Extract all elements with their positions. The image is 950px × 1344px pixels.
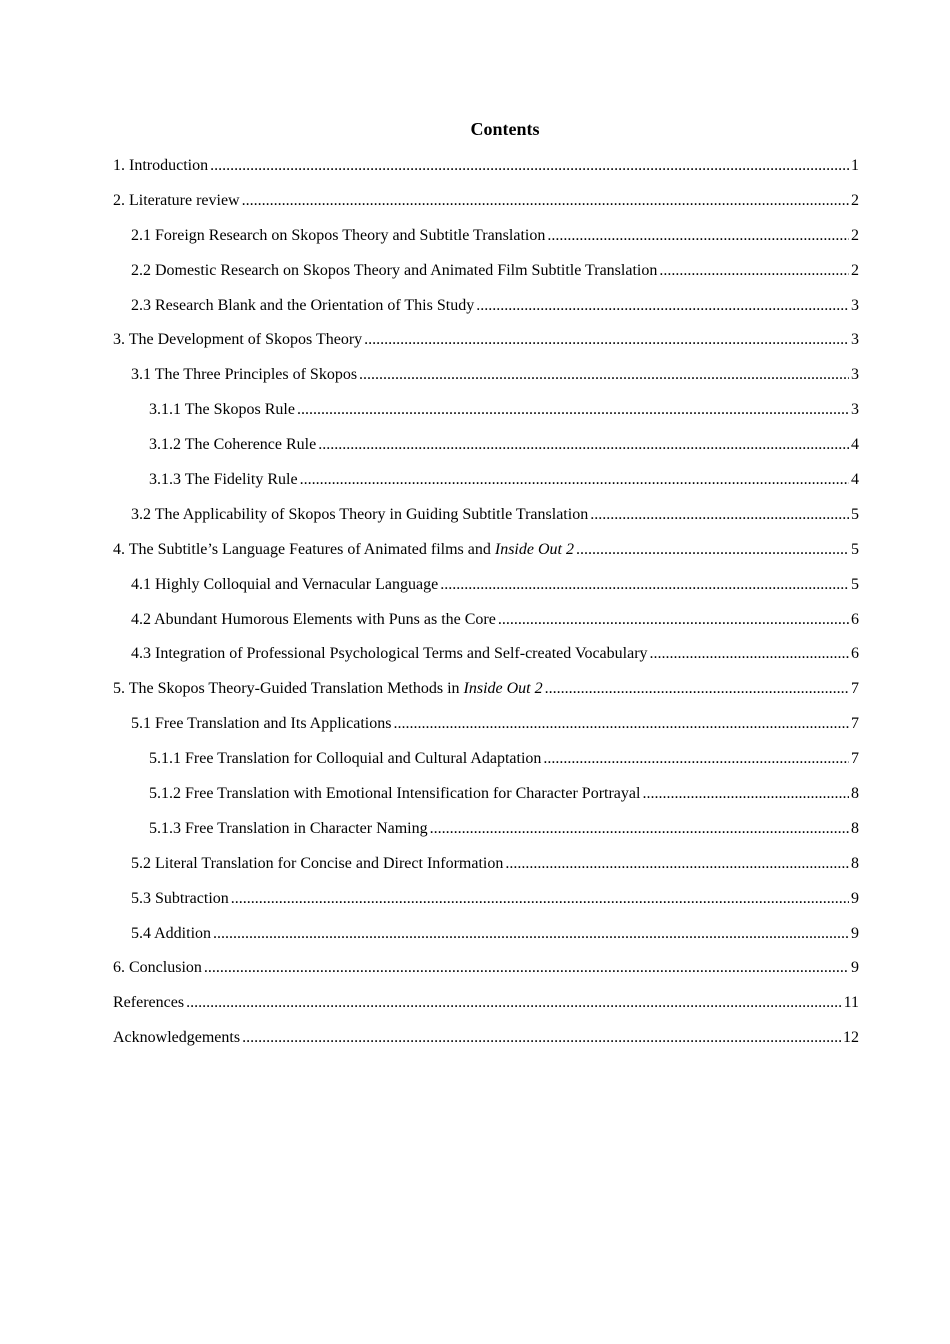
toc-entry-title (113, 992, 184, 1014)
toc-entry[interactable] (113, 853, 859, 888)
dot-leader (505, 853, 849, 875)
toc-entry-title (113, 957, 202, 979)
toc-entry-title (149, 748, 541, 770)
toc-title: Contents (470, 119, 540, 139)
dot-leader (364, 329, 849, 351)
dot-leader (576, 539, 849, 561)
dot-leader (300, 469, 849, 491)
toc-entry-title (131, 888, 229, 910)
toc-page-number: 3 (851, 401, 859, 419)
toc-page-number: 5 (851, 540, 859, 558)
toc-entry[interactable] (113, 748, 859, 783)
dot-leader (659, 260, 849, 282)
toc-entry-title-text: 5.1.1 Free Translation for Colloquial and Cultural Adaptation (149, 750, 542, 768)
toc-entry-title (131, 643, 648, 665)
toc-entry[interactable] (113, 574, 859, 609)
dot-leader (204, 957, 849, 979)
dot-leader (650, 643, 849, 665)
dot-leader (642, 783, 849, 805)
toc-entry-title (131, 923, 211, 945)
toc-page-number: 12 (843, 1029, 859, 1047)
dot-leader (359, 364, 849, 386)
dot-leader (498, 609, 849, 631)
toc-entry-title (131, 713, 391, 735)
toc-entry-title (149, 469, 298, 491)
toc-page-number: 5 (851, 575, 859, 593)
toc-page-number: 4 (851, 471, 859, 489)
toc-entry[interactable] (113, 539, 859, 574)
dot-leader (210, 155, 849, 177)
toc-page-number: 1 (851, 157, 859, 174)
toc-entry[interactable] (113, 399, 859, 434)
toc-page-number: 9 (851, 959, 859, 977)
toc-entry-title-text: 4.3 Integration of Professional Psychological Terms and Self-created Vocabulary (131, 645, 648, 663)
toc-entry-title (149, 783, 640, 805)
toc-entry-title-text: 1. Introduction (113, 157, 209, 174)
toc-entry-title (131, 853, 503, 875)
toc-entry[interactable] (113, 295, 859, 330)
toc-page-number: 4 (851, 436, 859, 454)
toc-page-number: 7 (851, 750, 859, 768)
toc-entry[interactable] (113, 818, 859, 853)
toc-entry-title-text: Acknowledgements (113, 1029, 241, 1047)
dot-leader (393, 713, 849, 735)
toc-entry-title-text: 5. The Skopos Theory-Guided Translation Methods in (113, 680, 464, 698)
toc-entry-title-text: 2.2 Domestic Research on Skopos Theory and Animated Film Subtitle Translation (131, 261, 658, 279)
toc-entry-title (131, 574, 438, 596)
dot-leader (242, 190, 849, 212)
toc-entry[interactable] (113, 190, 859, 225)
toc-entry-title (131, 225, 545, 247)
toc-entry-title (113, 329, 362, 351)
toc-entry[interactable] (113, 469, 859, 504)
toc-page-number: 9 (851, 889, 859, 907)
toc-entry-title-text: 5.2 Literal Translation for Concise and Direct Information (131, 854, 504, 872)
toc-page-number: 5 (851, 505, 859, 523)
dot-leader (543, 748, 849, 770)
toc-entry-title (131, 504, 588, 526)
toc-page-number: 7 (851, 715, 859, 733)
toc-page-number: 8 (851, 785, 859, 803)
toc-entry-title-text: 2.1 Foreign Research on Skopos Theory and Subtitle Translation (131, 226, 546, 244)
dot-leader (242, 1027, 841, 1049)
toc-entry[interactable] (113, 155, 859, 190)
toc-entry-title-text: 3.1.2 The Coherence Rule (149, 436, 317, 454)
toc-page-number: 3 (851, 366, 859, 384)
toc-page-number: 6 (851, 610, 859, 628)
dot-leader (213, 923, 849, 945)
toc-entry-title (131, 364, 357, 386)
toc-page-number: 2 (851, 226, 859, 244)
toc-entry[interactable] (113, 992, 859, 1027)
toc-entry-title (113, 678, 543, 700)
toc-entry-title-text: 4.2 Abundant Humorous Elements with Puns as the Core (131, 610, 496, 628)
toc-entry-title-text: 5.1.2 Free Translation with Emotional Intensification for Character Portrayal (149, 785, 641, 803)
toc-entry-title-text: 3.1.1 The Skopos Rule (149, 401, 295, 419)
toc-page-number: 7 (851, 680, 859, 698)
toc-entry-title (113, 539, 574, 561)
dot-leader (545, 678, 849, 700)
toc-entry[interactable] (113, 713, 859, 748)
toc-entry[interactable] (113, 678, 859, 713)
dot-leader (590, 504, 849, 526)
toc-entry-title-text: 5.1 Free Translation and Its Applications (131, 715, 392, 733)
toc-entry-title-text: 6. Conclusion (113, 959, 202, 977)
toc-entry[interactable] (113, 643, 859, 678)
toc-entry-title-text: References (113, 994, 185, 1012)
toc-entry-title (149, 818, 428, 840)
toc-entry[interactable] (113, 329, 859, 364)
toc-entry[interactable] (113, 434, 859, 469)
toc-entry[interactable] (113, 957, 859, 992)
toc-entry[interactable] (113, 260, 859, 295)
toc-entry-title-text: 4. The Subtitle’s Language Features of Animated films and (113, 540, 495, 558)
dot-leader (547, 225, 849, 247)
toc-page-number: 9 (851, 924, 859, 942)
toc-entry-title (149, 434, 316, 456)
toc-entry-title (131, 295, 474, 317)
toc-entry-title-text: 2.3 Research Blank and the Orientation of This Study (131, 296, 475, 314)
toc-entry-title (131, 609, 496, 631)
toc-entry-title-text: 3.1 The Three Principles of Skopos (131, 366, 358, 384)
toc-entry-title (113, 1027, 240, 1049)
toc-entry[interactable] (113, 1027, 859, 1062)
toc-entry-title-text: 4.1 Highly Colloquial and Vernacular Language (131, 575, 439, 593)
toc-entry[interactable] (113, 364, 859, 399)
toc-page-number: 3 (851, 331, 859, 349)
toc-entry-title (113, 155, 208, 177)
toc-page-number: 2 (851, 261, 859, 279)
toc-entry[interactable] (113, 888, 859, 923)
toc-page-number: 6 (851, 645, 859, 663)
dot-leader (231, 888, 849, 910)
toc-entry-title-italic: Inside Out 2 (494, 540, 574, 558)
toc-entry-title-text: 5.4 Addition (131, 924, 212, 942)
toc-entry-title (149, 399, 295, 421)
toc-page-number: 2 (851, 191, 859, 209)
dot-leader (476, 295, 849, 317)
dot-leader (186, 992, 842, 1014)
toc-page-number: 8 (851, 854, 859, 872)
toc-entry-title-text: 5.1.3 Free Translation in Character Naming (149, 819, 428, 837)
dot-leader (430, 818, 849, 840)
dot-leader (440, 574, 849, 596)
toc-page-number: 11 (843, 994, 859, 1012)
toc-entry[interactable] (113, 609, 859, 644)
toc-entry[interactable] (113, 504, 859, 539)
toc-entry-title-text: 3. The Development of Skopos Theory (113, 331, 363, 349)
toc-entry-title-text: 3.1.3 The Fidelity Rule (149, 471, 298, 489)
toc-entry-title-italic: Inside Out 2 (463, 680, 543, 698)
dot-leader (297, 399, 849, 421)
toc-entry-title-text: 2. Literature review (113, 191, 240, 209)
toc-entry[interactable] (113, 783, 859, 818)
toc-page-number: 3 (851, 296, 859, 314)
dot-leader (318, 434, 849, 456)
toc-entry-title-text: 3.2 The Applicability of Skopos Theory in Guiding Subtitle Translation (131, 505, 589, 523)
toc-entry-title (113, 190, 240, 212)
toc-entry-title-text: 5.3 Subtraction (131, 889, 229, 907)
toc-entry[interactable] (113, 923, 859, 958)
toc-entry-title (131, 260, 657, 282)
toc-entry[interactable] (113, 225, 859, 260)
toc-page-number: 8 (851, 819, 859, 837)
table-of-contents (113, 155, 859, 1062)
